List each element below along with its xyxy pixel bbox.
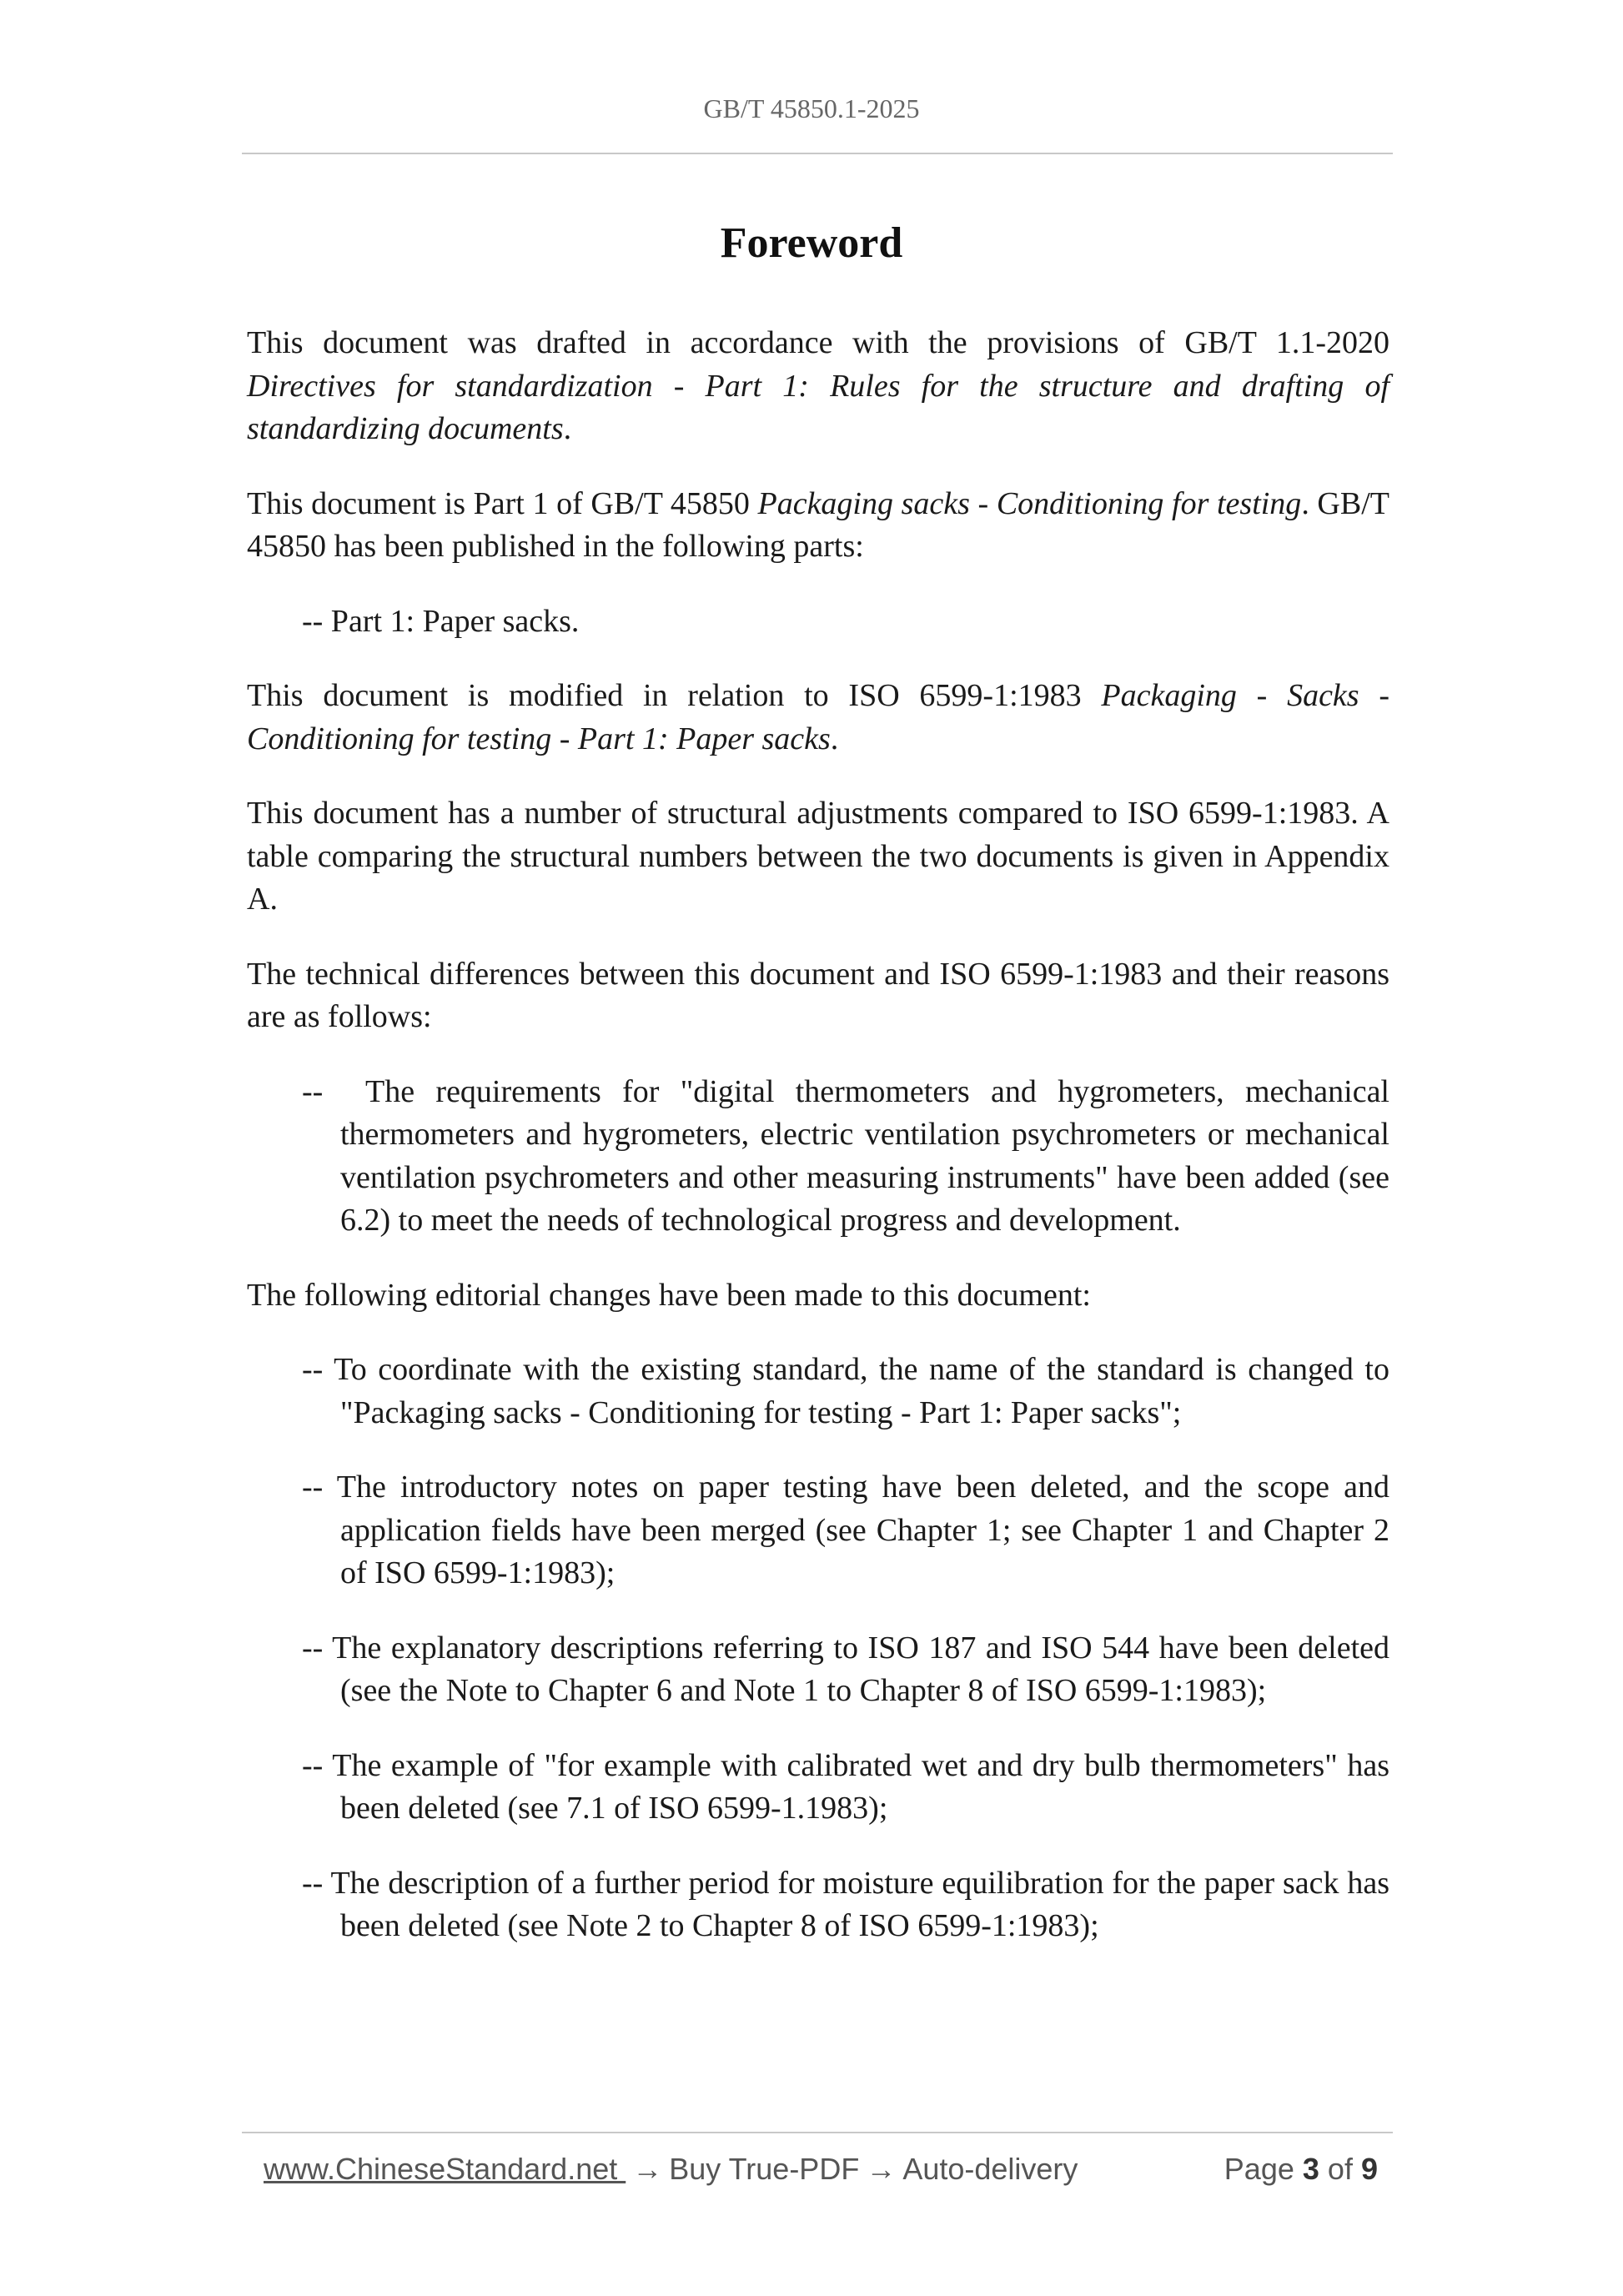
- running-header: GB/T 45850.1-2025: [703, 93, 920, 123]
- paragraph-editorial-intro: The following editorial changes have been made to this document:: [247, 1277, 1091, 1313]
- document-body: [247, 322, 1389, 1980]
- paragraph-drafting-basis: [247, 322, 1389, 451]
- paragraph-text: . GB/T 45850 has been published in the following parts:: [247, 485, 1389, 564]
- page-footer: [264, 2152, 1378, 2193]
- buy-pdf-text: Buy True-PDF: [669, 2152, 860, 2186]
- paragraph-series-info: [247, 483, 1389, 569]
- list-item-part: -- Part 1: Paper sacks.: [302, 603, 580, 639]
- list-item-editorial-change: -- To coordinate with the existing standard, the name of the standard is changed to "Packaging sacks - Conditioning for testing - Part 1: Paper sacks";: [302, 1352, 1389, 1430]
- cited-title: Packaging - Sacks - Conditioning for testing - Part 1: Paper sacks: [247, 678, 1389, 756]
- page-total: 9: [1360, 2152, 1378, 2186]
- page-title: Foreword: [720, 219, 903, 267]
- cited-title: Directives for standardization - Part 1: Rules for the structure and drafting of standardizing documents: [247, 368, 1389, 446]
- page-current: 3: [1302, 2152, 1319, 2186]
- page-label: Page: [1224, 2152, 1294, 2186]
- list-item-editorial-change: -- The explanatory descriptions referring to ISO 187 and ISO 544 have been deleted (see the Note to Chapter 6 and Note 1 to Chapter 8 of ISO 6599-1:1983);: [302, 1630, 1389, 1708]
- paragraph-technical-intro: The technical differences between this document and ISO 6599-1:1983 and their reasons are as follows:: [247, 956, 1389, 1034]
- auto-delivery-text: Auto-delivery: [902, 2152, 1078, 2186]
- arrow-right-icon: →: [632, 2152, 663, 2186]
- header-divider: [242, 153, 1393, 154]
- paragraph-text: .: [830, 721, 839, 756]
- list-item-editorial-change: -- The example of "for example with calibrated wet and dry bulb thermometers" has been deleted (see 7.1 of ISO 6599-1.1983);: [302, 1747, 1389, 1826]
- list-item-editorial-change: -- The introductory notes on paper testing have been deleted, and the scope and application fields have been merged (see Chapter 1; see Chapter 1 and Chapter 2 of ISO 6599-1:1983);: [302, 1470, 1389, 1590]
- arrow-right-icon: →: [866, 2152, 897, 2186]
- footer-divider: [242, 2132, 1393, 2133]
- website-link[interactable]: www.ChineseStandard.net: [264, 2152, 626, 2186]
- paragraph-text: .: [563, 411, 572, 446]
- paragraph-text: This document is Part 1 of GB/T 45850: [247, 485, 758, 521]
- page-of: of: [1327, 2152, 1353, 2186]
- footer-promo: [264, 2152, 1078, 2187]
- page-number: [1224, 2152, 1378, 2187]
- cited-title: Packaging sacks - Conditioning for testing: [757, 485, 1302, 521]
- paragraph-text: This document is modified in relation to ISO 6599-1:1983: [247, 678, 1102, 713]
- list-item-editorial-change: -- The description of a further period for moisture equilibration for the paper sack has been deleted (see Note 2 to Chapter 8 of ISO 6599-1:1983);: [302, 1865, 1389, 1943]
- list-item-technical-difference: -- The requirements for "digital thermometers and hygrometers, mechanical thermometers and hygrometers, electric ventilation psychrometers or mechanical ventilation psychrometers and other measuring instruments" have been added (see 6.2) to meet the needs of technological progress and development.: [302, 1073, 1389, 1238]
- paragraph-structural-adjustments: This document has a number of structural adjustments compared to ISO 6599-1:1983. A table comparing the structural numbers between the two documents is given in Appendix A.: [247, 796, 1389, 917]
- paragraph-modification: [247, 675, 1389, 761]
- paragraph-text: This document was drafted in accordance with the provisions of GB/T 1.1-2020: [247, 325, 1389, 360]
